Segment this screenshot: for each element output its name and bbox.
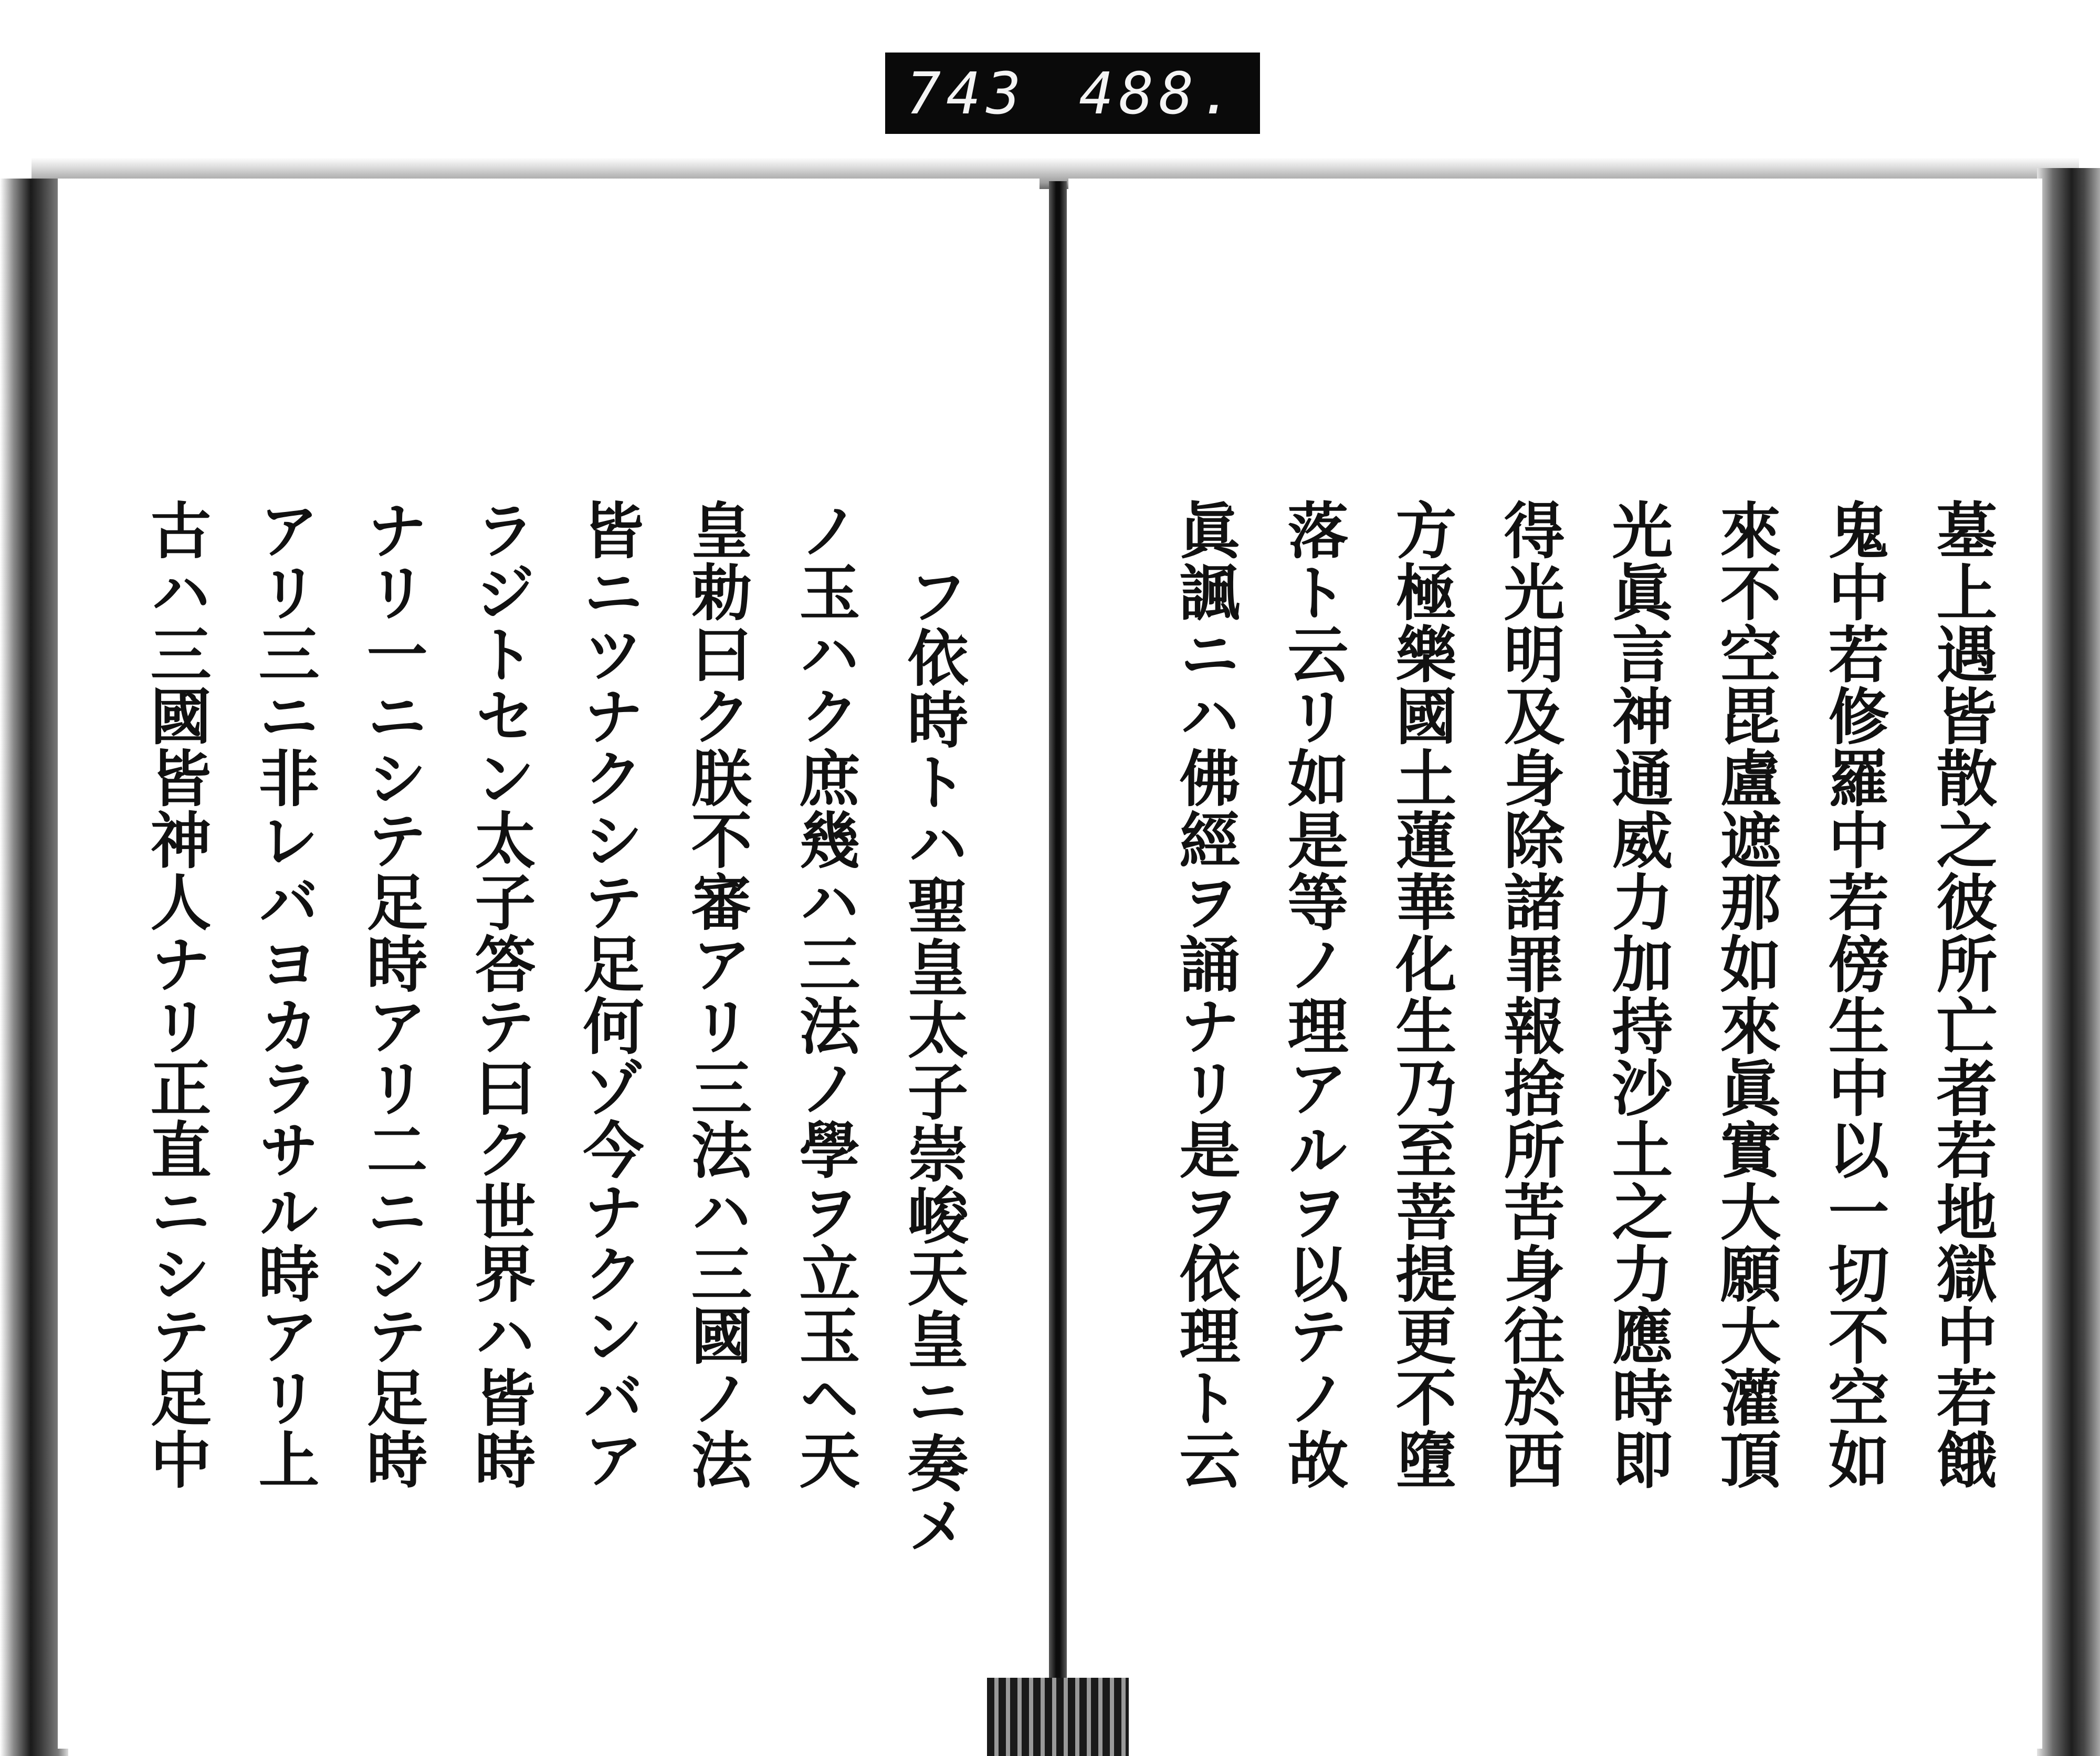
text-column: 光眞言神通威力加持沙土之力應時即: [1602, 499, 1673, 1490]
book-gutter: [1049, 181, 1067, 1751]
text-column: 古ハ三國皆神人ナリ正直ニシテ足中: [140, 499, 212, 1490]
text-column: フ依時トハ聖皇太子崇峻天皇ニ奏メ: [897, 565, 969, 1556]
text-column: 得光明及身除諸罪報捨所苦身往於西: [1494, 499, 1565, 1490]
gutter-binding-foot: [987, 1678, 1129, 1756]
text-column: 落ト云リ如是等ノ理アルヲ以テノ故: [1277, 499, 1349, 1490]
frame-counter-label: [885, 53, 1260, 134]
text-column: 鬼中若修羅中若傍生中以一切不空如: [1818, 499, 1889, 1490]
text-column: 皇勅曰ク朕不審アリ三法ハ三國ノ法: [681, 499, 752, 1490]
text-column: ナリ一ニシテ足時アリ二ニシテ足時: [356, 499, 428, 1490]
frame-number-right: 488.: [1079, 59, 1239, 127]
frame-number-left: 743: [906, 59, 1026, 127]
text-column: ラジトセン太子答テ曰ク世界ハ皆時: [465, 499, 536, 1490]
right-page-text: [1144, 499, 2016, 1665]
left-page-text: [116, 499, 987, 1730]
text-column: 皆ニツナクシテ足何ゾ今ナクンバア: [573, 499, 644, 1490]
text-column: 墓上遇皆散之彼所亡者若地獄中若餓: [1926, 499, 1998, 1490]
text-column: 方極樂國土蓮華化生乃至菩提更不墮: [1385, 499, 1457, 1490]
book-edge-right: [2037, 168, 2100, 1756]
text-column: 來不空毘盧遮那如來眞實大願大灌頂: [1710, 499, 1781, 1490]
text-column: ノ玉ハク庶幾ハ三法ノ學ヲ立玉ヘ天: [789, 499, 860, 1490]
text-column: 眞諷ニハ佛經ヲ誦ナリ是ヲ依理ト云: [1169, 499, 1241, 1490]
text-column: アリ三ニ非レバヨカラサル時アリ上: [248, 499, 320, 1490]
